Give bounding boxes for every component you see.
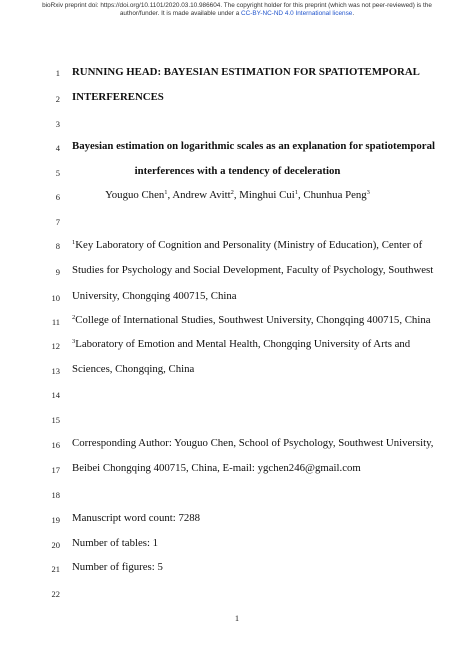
line-number: 14: [51, 390, 60, 400]
line-number: 15: [51, 415, 60, 425]
author-affil-marker: 3: [366, 189, 370, 196]
line-number: 3: [55, 119, 60, 129]
header-suffix: .: [352, 10, 355, 17]
line-number: 17: [51, 465, 60, 475]
page-number: 1: [234, 613, 240, 623]
author-affil-marker: 2: [230, 189, 234, 196]
affil-text: Key Laboratory of Cognition and Personality (Ministry of Education), Center of: [75, 239, 423, 251]
affil-marker: 3: [72, 338, 76, 345]
affil-marker: 1: [72, 239, 76, 246]
affiliation-2: [72, 314, 431, 326]
line-number: 20: [51, 540, 60, 550]
line-number: 11: [51, 317, 60, 327]
affiliation-3-line-1: [72, 338, 411, 350]
affiliation-3-line-2: Sciences, Chongqing, China: [72, 363, 195, 375]
title-line-1: Bayesian estimation on logarithmic scales as an explanation for spatiotemporal: [72, 140, 435, 152]
affil-text: Laboratory of Emotion and Mental Health, Chongqing University of Arts and: [75, 338, 411, 350]
preprint-header: [0, 2, 474, 18]
license-link[interactable]: CC-BY-NC-ND 4.0 International license: [241, 10, 353, 17]
running-head-line-1: RUNNING HEAD: BAYESIAN ESTIMATION FOR SPATIOTEMPORAL: [72, 66, 420, 78]
line-number: 8: [55, 241, 60, 251]
line-number: 7: [55, 217, 60, 227]
affil-marker: 2: [72, 314, 76, 321]
title-line-2: interferences with a tendency of deceleration: [134, 165, 341, 177]
line-number: 2: [55, 94, 60, 104]
author-affil-marker: 1: [294, 189, 298, 196]
line-number: 4: [55, 143, 60, 153]
affiliation-1-line-3: University, Chongqing 400715, China: [72, 290, 237, 302]
line-number: 19: [51, 515, 60, 525]
affiliation-1-line-2: Studies for Psychology and Social Development, Faculty of Psychology, Southwest: [72, 264, 434, 276]
line-number: 18: [51, 490, 60, 500]
line-number: 22: [51, 589, 60, 599]
author-affil-marker: 1: [164, 189, 168, 196]
line-number: 16: [51, 440, 60, 450]
line-number: 13: [51, 366, 60, 376]
figure-count: Number of figures: 5: [72, 561, 163, 573]
author-name: , Chunhua Peng: [297, 189, 367, 201]
line-number: 21: [51, 564, 60, 574]
line-number: 12: [51, 341, 60, 351]
header-line-2: [0, 10, 474, 18]
affiliation-1-line-1: [72, 239, 423, 251]
line-number: 1: [55, 68, 60, 78]
line-number: 9: [55, 267, 60, 277]
line-number: 5: [55, 168, 60, 178]
word-count: Manuscript word count: 7288: [72, 512, 201, 524]
line-number: 10: [51, 293, 60, 303]
corresponding-author-line-2: Beibei Chongqing 400715, China, E-mail: ygchen246@gmail.com: [72, 462, 361, 474]
header-prefix: author/funder. It is made available under a: [119, 10, 242, 17]
author-name: , Minghui Cui: [233, 189, 295, 201]
table-count: Number of tables: 1: [72, 537, 159, 549]
running-head-line-2: INTERFERENCES: [72, 91, 164, 103]
author-name: Youguo Chen: [105, 189, 165, 201]
header-line-1: bioRxiv preprint doi: https://doi.org/10.1101/2020.03.10.986604. The copyright holder for this preprint (which was not peer-reviewed) is the: [42, 2, 432, 9]
affil-text: College of International Studies, Southwest University, Chongqing 400715, China: [75, 314, 431, 326]
line-number: 6: [55, 192, 60, 202]
corresponding-author-line-1: Corresponding Author: Youguo Chen, School of Psychology, Southwest University,: [72, 437, 434, 449]
author-list: [72, 189, 403, 201]
author-name: , Andrew Avitt: [167, 189, 231, 201]
